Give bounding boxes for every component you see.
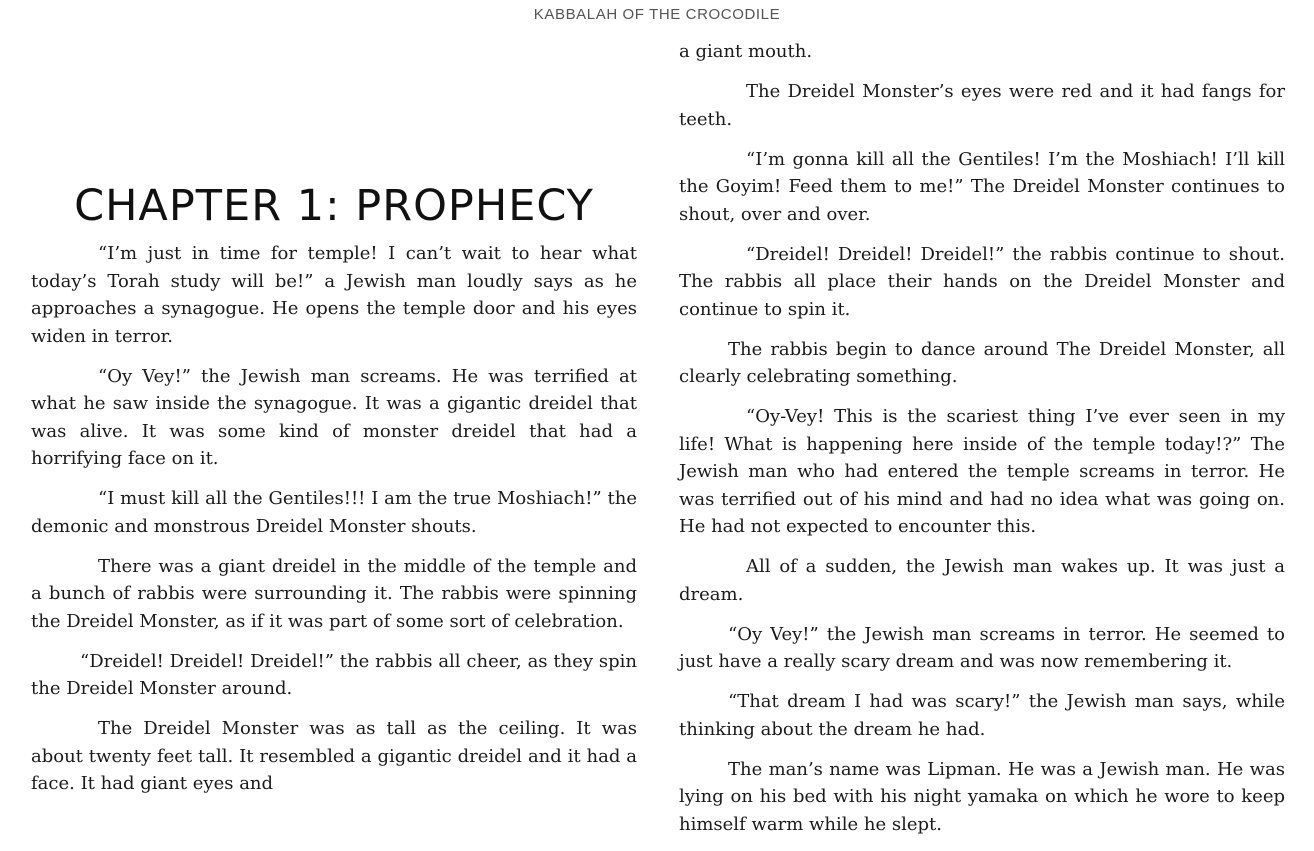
- paragraph: There was a giant dreidel in the middle of the temple and a bunch of rabbis were surrounding it. The rabbis were spinning the Dreidel Monster, as if it was part of some sort of celebration.: [31, 555, 637, 632]
- right-page-body: [679, 38, 1285, 851]
- paragraph: “Dreidel! Dreidel! Dreidel!” the rabbis continue to shout. The rabbis all place their hands on the Dreidel Monster and continue to spin it.: [679, 243, 1285, 320]
- paragraph: “Oy-Vey! This is the scariest thing I’ve ever seen in my life! What is happening here inside of the temple today!?” The Jewish man who had entered the temple screams in terror. He was terrified out of his mind and had no idea what was going on. He had not expected to encounter this.: [679, 406, 1285, 537]
- paragraph: The Dreidel Monster’s eyes were red and it had fangs for teeth.: [679, 81, 1285, 130]
- paragraph: The rabbis begin to dance around The Dreidel Monster, all clearly celebrating something.: [679, 338, 1285, 387]
- paragraph: The man’s name was Lipman. He was a Jewish man. He was lying on his bed with his night yamaka on which he wore to keep himself warm while he slept.: [679, 758, 1285, 835]
- paragraph: “That dream I had was scary!” the Jewish man says, while thinking about the dream he had.: [679, 691, 1285, 740]
- running-header: KABBALAH OF THE CROCODILE: [533, 6, 781, 23]
- paragraph: “I’m just in time for temple! I can’t wait to hear what today’s Torah study will be!” a Jewish man loudly says as he approaches a synagogue. He opens the temple door and his eyes widen in terror.: [31, 243, 637, 347]
- paragraph: “Dreidel! Dreidel! Dreidel!” the rabbis all cheer, as they spin the Dreidel Monster around.: [31, 650, 637, 699]
- paragraph: The Dreidel Monster was as tall as the ceiling. It was about twenty feet tall. It resembled a gigantic dreidel and it had a face. It had giant eyes and: [31, 718, 637, 794]
- paragraph: “I’m gonna kill all the Gentiles! I’m the Moshiach! I’ll kill the Goyim! Feed them to me!” The Dreidel Monster continues to shout, over and over.: [679, 148, 1285, 225]
- paragraph: “Oy Vey!” the Jewish man screams. He was terrified at what he saw inside the synagogue. It was a gigantic dreidel that was alive. It was some kind of monster dreidel that had a horrifying face on it.: [31, 365, 637, 469]
- paragraph: “Oy Vey!” the Jewish man screams in terror. He seemed to just have a really scary dream and was now remembering it.: [679, 623, 1285, 672]
- left-page-body: [31, 240, 637, 810]
- paragraph-continuation: a giant mouth.: [679, 41, 813, 62]
- paragraph: “I must kill all the Gentiles!!! I am the true Moshiach!” the demonic and monstrous Dreidel Monster shouts.: [31, 488, 637, 537]
- chapter-title: CHAPTER 1: PROPHECY: [74, 181, 594, 231]
- paragraph: All of a sudden, the Jewish man wakes up. It was just a dream.: [679, 556, 1285, 605]
